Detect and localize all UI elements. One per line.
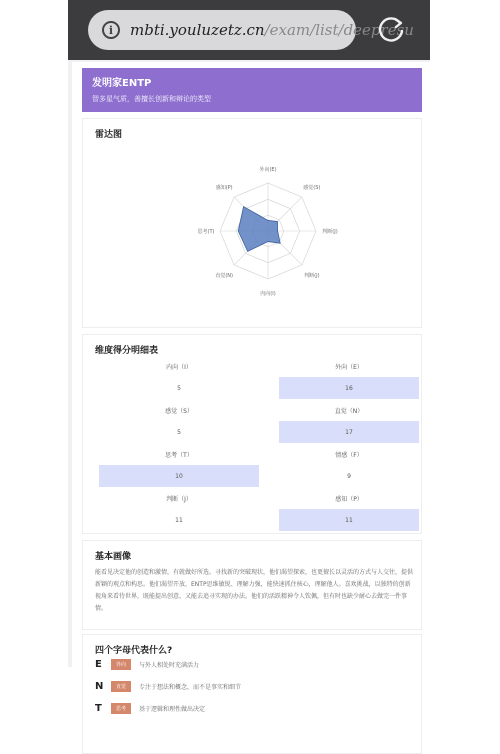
radar-axis-label: 外向(E) [259,167,277,173]
type-title: 发明家ENTP [92,78,152,89]
dimension-label-right: 直觉（N） [334,407,364,415]
dimension-score-left: 10 [99,465,259,487]
dimension-score-left: 5 [177,428,181,436]
profile-title: 基本画像 [95,552,132,562]
letter: T [95,703,102,714]
url-text[interactable] [130,21,414,39]
radar-axis-label: 感觉(S) [303,185,321,192]
dimension-label-right: 感知（P） [335,495,363,503]
dimension-score-left: 11 [175,516,183,524]
radar-axis-label: 内向(I) [260,291,276,297]
letter-tag: 外向 [111,659,131,670]
url-path: /exam/list/deepresu [264,21,414,39]
radar-axis-label: 直觉(N) [215,272,233,279]
right-margin [430,0,500,667]
letter-description: 与外人相处时充满活力 [139,662,200,669]
dimension-score-left: 5 [177,384,181,392]
browser-toolbar [68,0,430,60]
letter-description: 基于逻辑和理性做出决定 [139,706,206,713]
dimension-score-right: 9 [347,472,351,480]
dimension-label-left: 判断（J） [166,495,192,503]
letter-tag: 直觉 [111,681,131,692]
letter-row [95,703,205,714]
radar-chart [83,119,423,329]
radar-axis-label: 感知(P) [215,185,233,192]
letter-row [95,681,241,692]
dimension-table-title: 维度得分明细表 [95,346,159,356]
dimension-score-right: 16 [279,377,419,399]
type-banner [82,68,422,112]
dimension-label-left: 感觉（S） [165,407,193,415]
letters-title: 四个字母代表什么? [95,646,173,656]
letter-description: 专注于想法和概念，而不是事实和细节 [139,684,242,691]
radar-card [82,118,422,328]
radar-axis-label: 思考(T) [197,229,215,235]
profile-text: 能看见决定他的创造和激情，有就做好所选。寻找新的突破现状，他们渴望探索，也更擅长以灵活的方式与人交往，提供新颖的观点和构思。他们渴望开放，ENTP思维敏锐、理解力强，能快速抓住核心，理解他人。喜欢挑战，以独特的创新视角来看待世界，既能提出创意，又能去追寻实现的办法。他们的活跃精神令人钦佩，但有时也缺少耐心去做完一件事情。 [95,569,414,612]
dimension-score-right: 17 [279,421,419,443]
radar-axis-label: 判断(J) [322,229,338,235]
letter: E [95,659,102,670]
url-host: mbti.youluzetz.cn [130,21,265,39]
dimension-table-card [82,334,422,534]
left-margin [0,0,68,667]
dimension-label-left: 内向（I） [166,363,192,371]
info-icon[interactable]: i [102,21,120,39]
letter: N [95,681,104,692]
radar-title: 雷达图 [95,130,123,140]
dimension-label-right: 外向（E） [335,363,363,371]
letter-row [95,659,199,670]
dimension-label-right: 情感（F） [335,451,363,459]
page-content [72,62,430,714]
letters-card [82,634,422,754]
reload-icon[interactable] [376,14,406,44]
dimension-label-left: 思考（T） [165,451,193,459]
address-bar[interactable] [88,10,414,50]
dimension-score-right: 11 [279,509,419,531]
letter-tag: 思考 [111,703,131,714]
radar-axis-label: 判断(J) [304,272,320,279]
type-subtitle: 智多星气质，善擅长创新和辩论的类型 [92,95,211,103]
profile-card [82,540,422,630]
